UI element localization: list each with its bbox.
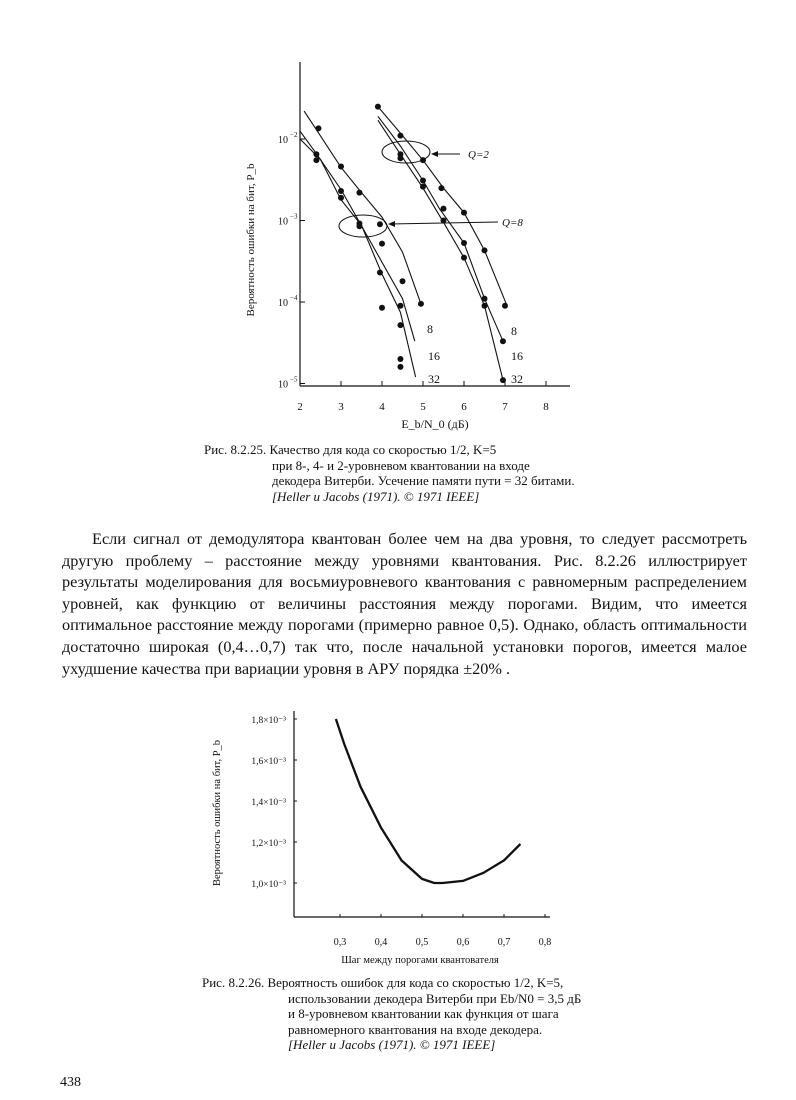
data-point xyxy=(420,177,426,183)
q8-arrowhead xyxy=(388,221,395,227)
x-tick-label: 3 xyxy=(338,401,344,413)
data-point xyxy=(379,305,385,311)
data-point xyxy=(500,377,506,383)
q2-ellipse xyxy=(382,141,430,163)
caption-line: при 8-, 4- и 2-уровневом квантовании на входе xyxy=(272,457,530,473)
x-axis-label: Шаг между порогами квантователя xyxy=(341,955,499,966)
figure-1-chart xyxy=(230,50,610,440)
data-point xyxy=(356,190,362,196)
x-tick-label: 2 xyxy=(297,401,303,413)
data-point xyxy=(441,206,447,212)
x-tick-label: 5 xyxy=(420,401,426,413)
data-point xyxy=(315,125,321,131)
figure-2-chart xyxy=(200,705,580,973)
y-tick-label: 10 xyxy=(278,216,288,228)
y-axis-label: Вероятность ошибки на бит, P_b xyxy=(245,163,257,317)
y-tick-exponent: −5 xyxy=(290,375,298,384)
x-tick-label: 0,6 xyxy=(456,937,470,948)
figure-2-caption xyxy=(202,975,632,1053)
x-tick-label: 0,8 xyxy=(538,937,552,948)
x-tick-label: 6 xyxy=(461,401,467,413)
curve-label-right-8: 8 xyxy=(511,324,517,338)
data-point xyxy=(397,322,403,328)
y-tick-label: 10 xyxy=(278,135,288,146)
data-point xyxy=(397,356,403,362)
caption-line: равномерного квантования на входе декодера. xyxy=(288,1021,543,1037)
data-point xyxy=(420,184,426,190)
data-point xyxy=(338,163,344,169)
data-point xyxy=(482,247,488,253)
series-line xyxy=(304,111,421,304)
y-axis-label: Вероятность ошибки на бит, P_b xyxy=(212,739,223,887)
data-point xyxy=(461,210,467,216)
x-tick-label: 4 xyxy=(379,401,385,413)
series-line xyxy=(336,719,521,883)
caption-line: использовании декодера Витерби при Eb/N0 = 3,5 дБ xyxy=(288,990,582,1006)
y-tick-label: 10 xyxy=(278,379,288,391)
y-tick-label: 1,4×10⁻³ xyxy=(251,798,286,808)
data-point xyxy=(397,155,403,161)
caption-line: [Heller и Jacobs (1971). © 1971 IEEE] xyxy=(288,1037,496,1052)
x-tick-label: 8 xyxy=(543,401,549,413)
y-tick-exponent: −4 xyxy=(290,294,298,302)
data-point xyxy=(482,296,488,302)
x-tick-label: 0,7 xyxy=(497,937,511,948)
curve-label-left-8: 8 xyxy=(427,322,433,336)
data-point xyxy=(461,240,467,246)
caption-line: Рис. 8.2.26. Вероятность ошибок для кода со скоростью 1/2, K=5, xyxy=(202,975,564,990)
y-tick-label: 10 xyxy=(278,298,288,309)
data-point xyxy=(377,221,383,227)
x-tick-label: 0,3 xyxy=(333,937,347,948)
y-tick-label: 1,8×10⁻³ xyxy=(251,716,286,726)
data-point xyxy=(338,195,344,201)
data-point xyxy=(482,303,488,309)
x-axis-label: E_b/N_0 (дБ) xyxy=(401,417,469,431)
data-point xyxy=(313,151,319,157)
curve-label-right-16: 16 xyxy=(511,349,523,363)
data-point xyxy=(438,185,444,191)
data-point xyxy=(377,270,383,276)
y-tick-exponent: −3 xyxy=(290,212,298,221)
caption-line: декодера Витерби. Усечение памяти пути = 32 битами. xyxy=(272,473,575,488)
data-point xyxy=(338,188,344,194)
y-tick-label: 1,6×10⁻³ xyxy=(251,757,286,767)
data-point xyxy=(500,338,506,344)
q8-label: Q=8 xyxy=(502,217,523,229)
caption-line: [Heller и Jacobs (1971). © 1971 IEEE] xyxy=(272,488,480,504)
y-tick-label: 1,0×10⁻³ xyxy=(251,880,286,890)
curve-label-right-32: 32 xyxy=(511,372,523,386)
series-line xyxy=(300,139,416,377)
x-tick-label: 7 xyxy=(502,401,508,413)
caption-line: и 8-уровневом квантовании как функция от шага xyxy=(288,1006,559,1021)
data-point xyxy=(418,301,424,307)
caption-line: Рис. 8.2.25. Качество для кода со скоростью 1/2, K=5 xyxy=(204,442,497,457)
x-tick-label: 0,5 xyxy=(415,937,429,948)
data-point xyxy=(397,364,403,370)
data-point xyxy=(502,303,508,309)
curve-label-left-32: 32 xyxy=(428,372,440,386)
figure-1-caption xyxy=(204,442,634,504)
q2-label: Q=2 xyxy=(468,149,489,161)
y-tick-label: 1,2×10⁻³ xyxy=(251,839,286,849)
curve-label-left-16: 16 xyxy=(428,349,440,363)
data-point xyxy=(461,255,467,261)
q2-arrowhead xyxy=(431,151,438,157)
body-paragraph: Если сигнал от демодулятора квантован более чем на два уровня, то следует рассмотреть другую проблему – расстояние между уровнями квантования. Рис. 8.2.26 иллюстрирует результаты моделирования для восьмиуровневого квантования с равномерным распределением уровней, как функцию от величины расстояния между порогами. Видим, что имеется оптимальное расстояние между порогами (примерно равное 0,5). Однако, область оптимальности достаточно широкая (0,4…0,7) так что, после начальной установки порогов, имеется малое ухудшение качества при вариации уровня в АРУ порядка ±20% . xyxy=(62,529,747,678)
page-number: 438 xyxy=(60,1075,81,1090)
data-point xyxy=(397,133,403,139)
data-point xyxy=(375,104,381,110)
data-point xyxy=(379,241,385,247)
y-tick-exponent: −2 xyxy=(290,131,298,139)
data-point xyxy=(397,303,403,309)
data-point xyxy=(313,157,319,163)
data-point xyxy=(400,278,406,284)
data-point xyxy=(356,223,362,229)
x-tick-label: 0,4 xyxy=(374,937,388,948)
